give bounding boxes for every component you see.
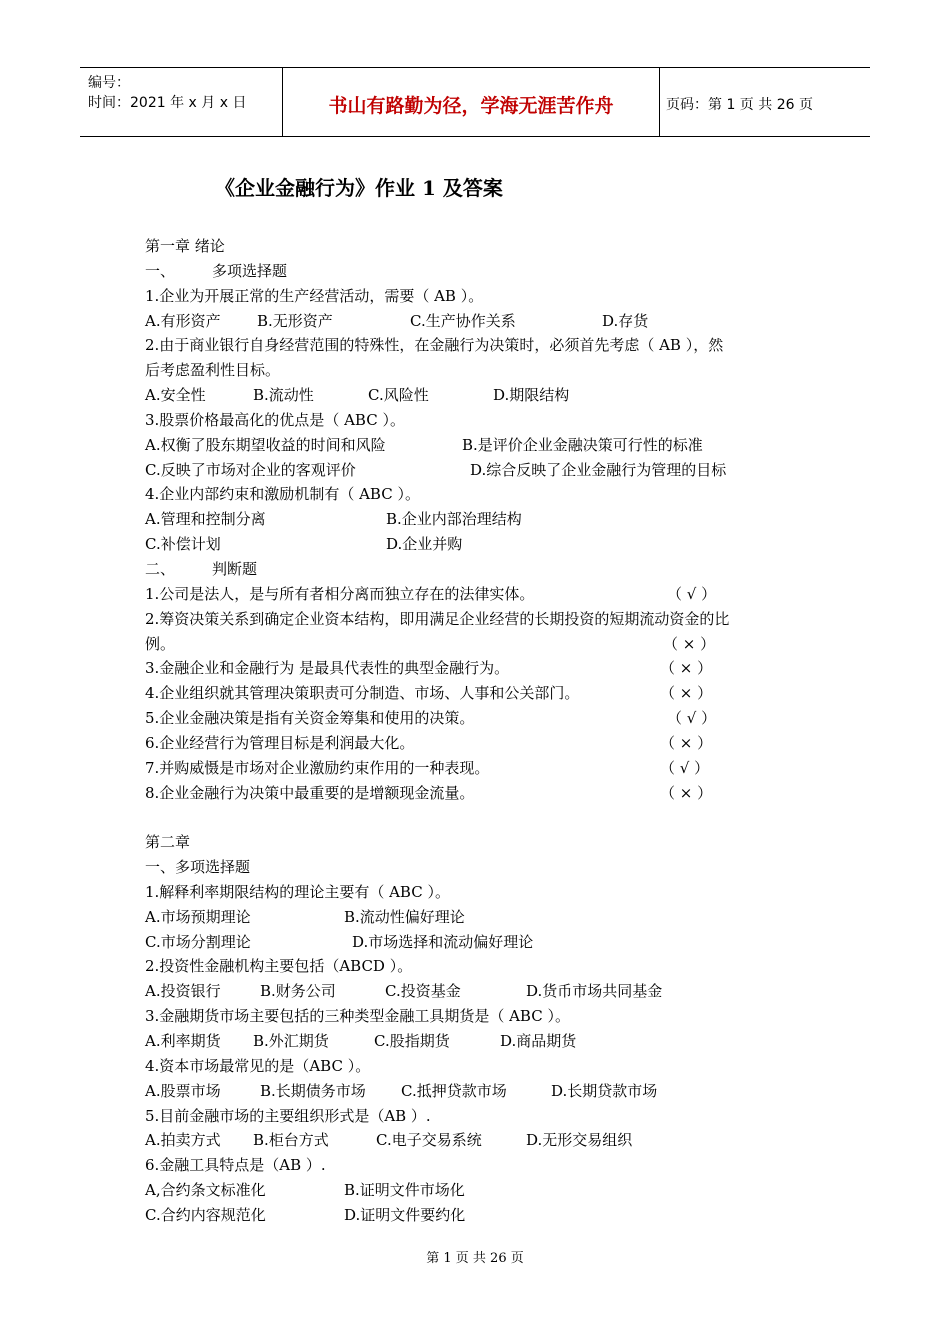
text-segment: A.拍卖方式 (145, 1131, 221, 1150)
text-line (145, 656, 815, 681)
text-segment: B.长期债务市场 (260, 1081, 366, 1100)
text-segment: D.综合反映了企业金融行为管理的目标 (470, 460, 727, 479)
text-segment: D.市场选择和流动偏好理论 (352, 932, 534, 951)
document-body (145, 234, 815, 1228)
text-segment: 2.由于商业银行自身经营范围的特殊性，在金融行为决策时，必须首先考虑（ AB ），然 (145, 336, 724, 355)
text-segment: 第二章 (145, 833, 191, 852)
text-segment: 后考虑盈利性目标。 (145, 361, 281, 380)
text-segment: 3.金融企业和金融行为 是最具代表性的典型金融行为。 (145, 659, 510, 678)
text-line (145, 830, 815, 855)
text-line (145, 309, 815, 334)
text-line (145, 805, 815, 830)
text-line (145, 1153, 815, 1178)
text-segment: 第一章 绪论 (145, 237, 225, 255)
text-segment: 二、 (145, 559, 176, 578)
text-line (145, 1178, 815, 1203)
text-segment: 1.公司是法人，是与所有者相分离而独立存在的法律实体。 (145, 584, 535, 603)
text-segment: 6.金融工具特点是（AB ）. (145, 1156, 326, 1175)
text-line (145, 954, 815, 979)
text-segment: D.长期贷款市场 (551, 1081, 658, 1100)
text-segment: 多项选择题 (212, 261, 288, 280)
text-segment: 4.企业组织就其管理决策职责可分制造、市场、人事和公关部门。 (145, 684, 580, 703)
text-line (145, 905, 815, 930)
text-line (145, 358, 815, 383)
text-segment: B.企业内部治理结构 (386, 510, 522, 529)
text-segment: A.有形资产 (145, 311, 221, 330)
document-title: 《企业金融行为》作业 1 及答案 (215, 176, 503, 200)
text-segment: 3.股票价格最高化的优点是（ ABC ）。 (145, 410, 405, 429)
text-segment: D.无形交易组织 (526, 1131, 633, 1150)
text-line (145, 1029, 815, 1054)
text-segment: B.外汇期货 (253, 1032, 329, 1050)
text-segment: （ × ） (660, 659, 713, 678)
text-segment: （ × ） (660, 783, 713, 802)
text-segment: D.商品期货 (500, 1032, 577, 1050)
text-line (145, 855, 815, 880)
text-segment: C.补偿计划 (145, 535, 221, 554)
motto-text: 书山有路勤为径，学海无涯苦作舟 (328, 95, 614, 117)
text-segment: （ × ） (663, 634, 716, 653)
text-segment: 4.资本市场最常见的是（ABC ）。 (145, 1056, 371, 1075)
text-segment: A,合约条文标准化 (145, 1181, 266, 1200)
text-line (145, 408, 815, 433)
text-line (145, 681, 815, 706)
text-segment: D.企业并购 (386, 535, 463, 554)
text-segment: 2.投资性金融机构主要包括（ABCD ）。 (145, 957, 413, 976)
text-segment: （ × ） (660, 684, 713, 703)
text-line (145, 979, 815, 1004)
text-segment: A.安全性 (145, 386, 206, 405)
text-segment: （ √ ） (667, 584, 717, 603)
page-header (80, 67, 870, 137)
page-info: 页码：第 1 页 共 26 页 (666, 97, 813, 113)
text-segment: B.证明文件市场化 (344, 1181, 465, 1200)
text-line (145, 458, 815, 483)
text-segment: C.生产协作关系 (410, 311, 516, 330)
text-line (145, 1128, 815, 1153)
text-segment: D.存货 (602, 311, 649, 330)
text-segment: C.投资基金 (385, 982, 461, 1001)
text-segment: A.市场预期理论 (145, 907, 251, 926)
text-segment: C.合约内容规范化 (145, 1205, 266, 1224)
text-line (145, 607, 815, 632)
text-line (145, 756, 815, 781)
header-left-cell (80, 68, 282, 136)
text-segment: 5.目前金融市场的主要组织形式是（AB ）. (145, 1106, 431, 1125)
text-line (145, 731, 815, 756)
text-line (145, 1004, 815, 1029)
text-line (145, 1104, 815, 1129)
text-segment: C.市场分割理论 (145, 932, 251, 951)
text-line (145, 507, 815, 532)
text-segment: 4.企业内部约束和激励机制有（ ABC ）。 (145, 485, 420, 504)
text-segment: B.财务公司 (260, 982, 336, 1001)
text-segment: 1.企业为开展正常的生产经营活动，需要（ AB ）。 (145, 286, 484, 305)
text-line (145, 333, 815, 358)
text-segment: 一、 (145, 261, 176, 280)
text-line (145, 1054, 815, 1079)
text-segment: A.投资银行 (145, 982, 221, 1001)
text-line (145, 433, 815, 458)
text-segment: B.流动性偏好理论 (344, 907, 465, 926)
text-segment: 1.解释利率期限结构的理论主要有（ ABC ）。 (145, 882, 450, 901)
page-footer: 第 1 页 共 26 页 (426, 1251, 524, 1266)
text-line (145, 482, 815, 507)
text-segment: （ × ） (660, 733, 713, 752)
text-line (145, 880, 815, 905)
text-line (145, 234, 815, 259)
text-line (145, 582, 815, 607)
text-segment: C.风险性 (368, 386, 429, 405)
text-segment: A.股票市场 (145, 1081, 221, 1100)
text-line (145, 532, 815, 557)
text-segment: A.管理和控制分离 (145, 510, 266, 529)
text-segment: 3.金融期货市场主要包括的三种类型金融工具期货是（ ABC ）。 (145, 1007, 570, 1026)
date-label: 时间：2021 年 x 月 x 日 (88, 95, 247, 111)
text-segment: D.期限结构 (493, 386, 570, 405)
text-segment: C.电子交易系统 (376, 1131, 482, 1150)
text-segment: D.证明文件要约化 (344, 1205, 466, 1224)
text-segment: C.股指期货 (374, 1032, 450, 1050)
text-segment: B.是评价企业金融决策可行性的标准 (462, 435, 703, 454)
text-line (145, 632, 815, 657)
text-segment: 判断题 (212, 559, 258, 578)
text-segment: B.流动性 (253, 386, 314, 405)
text-line (145, 1203, 815, 1228)
text-line (145, 383, 815, 408)
text-segment: A.权衡了股东期望收益的时间和风险 (145, 435, 386, 454)
text-segment: B.柜台方式 (253, 1131, 329, 1150)
text-segment: 8.企业金融行为决策中最重要的是增额现金流量。 (145, 783, 475, 802)
text-line (145, 284, 815, 309)
text-line (145, 706, 815, 731)
text-segment: （ √ ） (660, 758, 710, 777)
text-segment: 2.筹资决策关系到确定企业资本结构，即用满足企业经营的长期投资的短期流动资金的比 (145, 609, 730, 628)
text-segment: 5.企业金融决策是指有关资金筹集和使用的决策。 (145, 709, 475, 728)
text-segment: 6.企业经营行为管理目标是利润最大化。 (145, 733, 415, 752)
text-segment: 例。 (145, 634, 176, 653)
header-page-cell (660, 68, 870, 136)
text-segment: 7.并购威慑是市场对企业激励约束作用的一种表现。 (145, 758, 490, 777)
text-line (145, 259, 815, 284)
text-segment: D.货币市场共同基金 (526, 982, 663, 1001)
text-segment: A.利率期货 (145, 1032, 221, 1050)
text-segment: 一、多项选择题 (145, 858, 251, 877)
text-segment: B.无形资产 (257, 311, 333, 330)
text-line (145, 557, 815, 582)
text-line (145, 781, 815, 806)
text-line (145, 1079, 815, 1104)
text-segment: C.反映了市场对企业的客观评价 (145, 460, 356, 479)
code-label: 编号： (88, 75, 130, 91)
text-segment: C.抵押贷款市场 (401, 1081, 507, 1100)
text-segment: （ √ ） (667, 709, 717, 728)
header-motto-cell (282, 68, 660, 136)
text-line (145, 930, 815, 955)
